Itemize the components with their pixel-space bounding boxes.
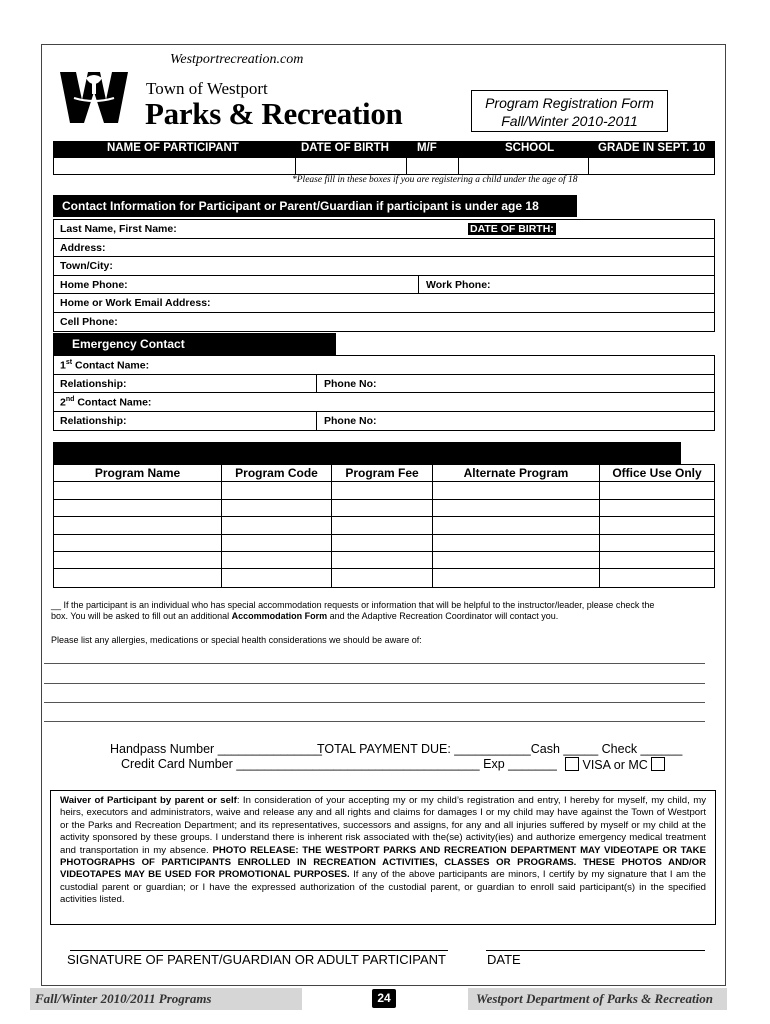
home-phone-label: Home Phone: [60, 278, 128, 291]
contact-section-title: Contact Information for Participant or Parent/Guardian if participant is under age 18 [53, 195, 577, 217]
allergies-line[interactable] [44, 721, 705, 722]
emergency-grid [53, 355, 715, 431]
form-title: Program Registration Form [485, 95, 654, 111]
cell-phone-label: Cell Phone: [60, 315, 118, 328]
waiver-box [50, 790, 716, 925]
photo-release: PHOTO RELEASE: THE WESTPORT PARKS AND RECREATION DEPARTMENT MAY VIDEOTAPE OR TAKE PHOTOGRAPHS OF PARTICIPANTS ENROLLED IN RECREATION ACTIVITIES, CLASSES OR PROGRAMS. THESE PHOTOS AND/OR VIDEOTAPES MAY BE USED FOR PROMOTIONAL PURPOSES. [60, 844, 706, 881]
allergies-prompt: Please list any allergies, medications or special health considerations we should be aware of: [51, 635, 422, 645]
relationship-row-1[interactable] [54, 375, 714, 394]
mc-checkbox[interactable] [651, 757, 665, 771]
phone-label-1: Phone No: [324, 377, 377, 390]
allergies-line[interactable] [44, 702, 705, 703]
programs-table [53, 464, 715, 588]
second-contact-label: 2nd Contact Name: [60, 396, 152, 409]
address-row[interactable] [54, 239, 714, 258]
signature-line[interactable] [70, 950, 448, 951]
handpass-number[interactable]: Handpass Number _______________ [110, 742, 322, 756]
page-number: 24 [372, 989, 396, 1008]
accommodation-line-1: __ If the participant is an individual who has special accommodation requests or information that will be helpful to the instructor/leader, please check the [51, 600, 655, 610]
town-city-row[interactable] [54, 257, 714, 276]
allergies-line[interactable] [44, 683, 705, 684]
col-program-code: Program Code [222, 465, 332, 481]
waiver-lead: Waiver of Participant by parent or self [60, 795, 237, 806]
first-contact-label: 1st Contact Name: [60, 359, 150, 372]
col-grade: GRADE IN SEPT. 10 [598, 142, 706, 154]
form-title-box [471, 90, 668, 132]
visa-checkbox[interactable] [565, 757, 579, 771]
last-first-name-label: Last Name, First Name: [60, 223, 177, 235]
phone-label-2: Phone No: [324, 414, 377, 427]
town-city-label: Town/City: [60, 260, 113, 272]
col-program-fee: Program Fee [332, 465, 433, 481]
form-season: Fall/Winter 2010-2011 [501, 113, 638, 129]
contact-name-row[interactable] [54, 220, 714, 239]
first-contact-row[interactable] [54, 356, 714, 375]
program-row[interactable] [54, 517, 714, 534]
allergies-line[interactable] [44, 663, 705, 664]
participant-entry-row[interactable] [53, 157, 715, 175]
program-row[interactable] [54, 482, 714, 499]
col-school: SCHOOL [505, 142, 555, 154]
second-contact-row[interactable] [54, 393, 714, 412]
program-row[interactable] [54, 500, 714, 517]
accommodation-text [51, 600, 719, 622]
credit-card-number[interactable]: Credit Card Number ___________________________________ Exp _______ [121, 757, 557, 771]
total-payment-due[interactable]: TOTAL PAYMENT DUE: ___________Cash _____ Check ______ [317, 742, 683, 756]
address-label: Address: [60, 241, 106, 254]
waiver-body-2: If any of the above participants are minors, I certify by my signature that I am the custodial parent or guardian; or I have the expressed authorization of the custodial parent, or guardian to enroll said participant(s) in the specified activities listed. [60, 869, 707, 906]
participant-note: *Please fill in these boxes if you are registering a child under the age of 18 [292, 175, 578, 185]
footer-season: Fall/Winter 2010/2011 Programs [35, 991, 212, 1006]
town-name: Town of Westport [146, 79, 268, 98]
accommodation-form-name: Accommodation Form [231, 611, 328, 621]
card-type-options [565, 757, 665, 772]
program-row[interactable] [54, 535, 714, 552]
contact-dob-label: DATE OF BIRTH: [470, 223, 554, 235]
phone-row[interactable] [54, 276, 714, 295]
relationship-label-2: Relationship: [60, 414, 127, 427]
visa-mc-label: VISA or MC [582, 758, 648, 772]
contact-grid [53, 219, 715, 332]
relationship-label-1: Relationship: [60, 377, 127, 390]
programs-section-bar [53, 442, 681, 464]
westport-logo-icon [60, 70, 128, 125]
waiver-body-1: : In consideration of your accepting my or my child’s registration and entry, I hereby for myself, my child, my heirs, executors and administrators, waive and release any and all rights and claims for damages I or my child may have against the Town of Westport or the Parks and Recreation Department; and its representatives, successors and assigns, for any and all injuries suffered by myself or my child at the activity sponsored by these groups. I understand there is inherent risk associated with the(se) activity(ies) and authorize emergency medical treatment and transportation in my absence. [60, 795, 706, 856]
col-office-use: Office Use Only [612, 466, 702, 480]
website-url: Westportrecreation.com [170, 52, 304, 67]
program-row[interactable] [54, 569, 714, 586]
col-date-of-birth: DATE OF BIRTH [301, 142, 389, 154]
relationship-row-2[interactable] [54, 412, 714, 431]
date-line[interactable] [486, 950, 705, 951]
email-label: Home or Work Email Address: [60, 297, 211, 309]
email-row[interactable] [54, 294, 714, 313]
emergency-section-title: Emergency Contact [53, 333, 336, 355]
col-mf: M/F [417, 142, 437, 154]
signature-label: SIGNATURE OF PARENT/GUARDIAN OR ADULT PARTICIPANT [67, 952, 446, 967]
col-program-name: Program Name [54, 465, 222, 481]
col-name-participant: NAME OF PARTICIPANT [107, 142, 239, 154]
date-label: DATE [487, 952, 521, 967]
cell-row[interactable] [54, 313, 714, 332]
programs-header-row [54, 465, 714, 482]
col-alternate-program: Alternate Program [433, 465, 600, 481]
accommodation-line-2: box. You will be asked to fill out an additional Accommodation Form and the Adaptive Recreation Coordinator will contact you. [51, 611, 559, 621]
participant-header-bar [53, 141, 715, 157]
program-row[interactable] [54, 552, 714, 569]
work-phone-label: Work Phone: [426, 278, 491, 291]
department-name: Parks & Recreation [145, 96, 403, 131]
footer-department: Westport Department of Parks & Recreation [476, 991, 714, 1006]
